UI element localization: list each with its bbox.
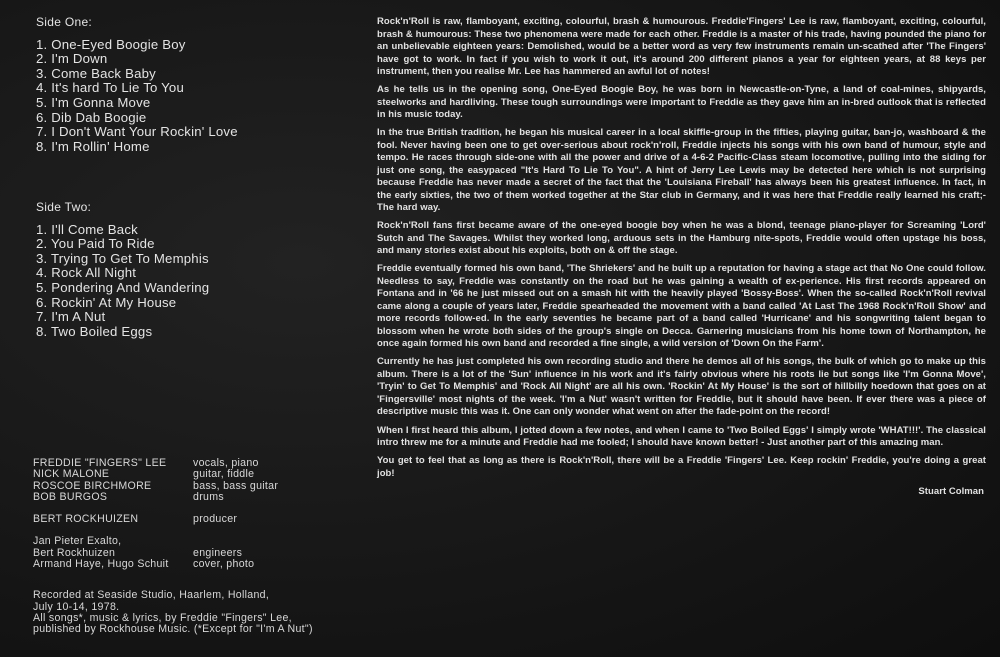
track-item: 5. I'm Gonna Move [36, 94, 151, 110]
liner-paragraph: Rock'n'Roll fans first became aware of the one-eyed boogie boy when he was a blond, teenage piano-player for Screaming 'Lord' Sutch and The Savages. Whilst they worked long, arduous sets in the Hamburg nite-spots, Freddie would often upstage his boss, and many stories exist about his exploits, both on & off the stage. [377, 220, 986, 257]
track-item: 1. One-Eyed Boogie Boy [36, 36, 186, 52]
liner-paragraph: Rock'n'Roll is raw, flamboyant, exciting, colourful, brash & humourous. Freddie'Fingers' Lee is raw, flamboyant, exciting, colourful, brash & humourous: These two phenomena were made for each other. Freddie is a master of his trade, having pounded the piano for an unbelievable eighteen years: Demolished, would be a better word as very few instruments remain un-scathed after 'The Fingers' have got to work. In fact if you wish to work it out, it's around 200 different pianos a year for eighteen years, at 88 keys per instrument, then you realise Mr. Lee has hammered an awful lot of notes! [377, 16, 986, 77]
musician-name: ROSCOE BIRCHMORE [33, 479, 152, 492]
recording-info [33, 590, 313, 635]
track-item: 5. Pondering And Wandering [36, 279, 210, 295]
recording-line: published by Rockhouse Music. (*Except for "I'm A Nut") [33, 623, 313, 636]
musician-name: BOB BURGOS [33, 490, 108, 503]
signature: Stuart Colman [918, 485, 984, 497]
credit-row [33, 469, 313, 480]
liner-notes [377, 16, 986, 498]
recording-line: All songs*, music & lyrics, by Freddie "Fingers" Lee, [33, 611, 292, 624]
track-item: 3. Come Back Baby [36, 65, 156, 81]
track-item: 7. I'm A Nut [36, 309, 106, 325]
recording-line: Recorded at Seaside Studio, Haarlem, Holland, [33, 589, 270, 602]
track-item: 4. It's hard To Lie To You [36, 80, 185, 96]
side-one-title: Side One: [36, 15, 93, 29]
cover-row [33, 559, 313, 570]
musician-role: guitar, fiddle [193, 468, 255, 481]
musician-name: NICK MALONE [33, 468, 110, 481]
side-two-tracks [36, 223, 209, 340]
producer-role: producer [193, 513, 238, 526]
liner-paragraph: In the true British tradition, he began his musical career in a local skiffle-group in the fifties, playing guitar, ban-jo, washboard & the fool. Never having been one to get over-serious about rock'n'roll, Freddie injects his songs with his own band of humour, style and tempo. He races through side-one with all the power and drive of a 4-6-2 Pacific-Class steam locomotive, pulling into the siding for just one song, the easypaced "It's Hard To Lie To You". A hint of Jerry Lee Lewis may be detected here which is not surprising because Freddie has never made a secret of the fact that the 'Louisiana Fireball' has always been his greatest influence. In fact, in the early sixties, the two of them worked together at the Star club in Germany, and it was here that Freddie really learned his craft;- The hard way. [377, 127, 986, 214]
track-item: 4. Rock All Night [36, 265, 137, 281]
side-one-tracklist [36, 15, 238, 154]
side-two-tracklist [36, 200, 209, 339]
track-item: 8. I'm Rollin' Home [36, 138, 150, 154]
liner-paragraph: Freddie eventually formed his own band, 'The Shriekers' and he built up a reputation for having a stage act that No One could follow. Needless to say, Freddie was constantly on the road but he was gaining a wealth of ex-perience. His first records appeared on Fontana and in '66 he just missed out on a smash hit with the heavily played 'Bossy-Boss'. When the so-called Rock'n'Roll revival came along a couple of years later, Freddie spearheaded the movement with a band called 'At Last The 1968 Rock'n'Roll Show' and more records follow-ed. In the early seventies he became part of a band called 'Hurricane' and his songwriting talent began to blossom when he wrote both sides of the group's single on Decca. Garnering musicians from his home town of Northampton, he once again formed his own band and recorded a fine single, a wild version of 'Down On the Farm'. [377, 263, 986, 350]
side-one-tracks [36, 38, 238, 155]
cover-role: cover, photo [193, 558, 255, 571]
musician-name: FREDDIE "FINGERS" LEE [33, 457, 167, 469]
engineer-name: Jan Pieter Exalto, [33, 535, 122, 548]
track-item: 8. Two Boiled Eggs [36, 323, 153, 339]
cover-name: Armand Haye, Hugo Schuit [33, 558, 169, 571]
producer-name: BERT ROCKHUIZEN [33, 513, 139, 526]
producer-row [33, 514, 313, 525]
credits-block [33, 458, 313, 636]
track-item: 7. I Don't Want Your Rockin' Love [36, 124, 238, 140]
track-item: 2. I'm Down [36, 51, 108, 67]
track-item: 3. Trying To Get To Memphis [36, 250, 209, 266]
track-item: 1. I'll Come Back [36, 221, 138, 237]
liner-paragraph: Currently he has just completed his own recording studio and there he demos all of his songs, the bulk of which go to make up this album. There is a lot of the 'Sun' influence in his work and it's fairly obvious where his roots lie but songs like 'I'm Gonna Move', 'Tryin' to Get To Memphis' and 'Rock All Night' are all his own. 'Rockin' At My House' is the sort of hillbilly hoedown that goes on at 'Fingersville' most nights of the week. 'I'm a Nut' wasn't written for Freddie, but it should have been. If ever there was a piece of descriptive music this was it. One can only wonder what went on after the fade-point on the record! [377, 356, 986, 418]
track-item: 6. Dib Dab Boogie [36, 109, 147, 125]
liner-paragraph: As he tells us in the opening song, One-Eyed Boogie Boy, he was born in Newcastle-on-Tyne, a land of coal-mines, shipyards, steelworks and hardliving. These tough surroundings were important to Freddie as they gave him an in-bred outlook that is reflected in his music today. [377, 84, 986, 121]
track-item: 6. Rockin' At My House [36, 294, 177, 310]
engineer-role: engineers [193, 546, 243, 559]
credit-row [33, 492, 313, 503]
liner-paragraph: You get to feel that as long as there is Rock'n'Roll, there will be a Freddie 'Fingers' Lee. Keep rockin' Freddie, you're doing a great job! [377, 455, 986, 479]
musician-role: vocals, piano [193, 457, 259, 469]
musician-role: drums [193, 490, 224, 503]
track-item: 2. You Paid To Ride [36, 236, 155, 252]
musician-role: bass, bass guitar [193, 479, 279, 492]
liner-paragraph: When I first heard this album, I jotted down a few notes, and when I came to 'Two Boiled Eggs' I simply wrote 'WHAT!!!'. The classical intro threw me for a minute and Freddie had me fooled; I should have known better! - Just another part of this amazing man. [377, 424, 986, 449]
engineer-name: Bert Rockhuizen [33, 546, 116, 559]
recording-line: July 10-14, 1978. [33, 600, 120, 613]
side-two-title: Side Two: [36, 200, 92, 214]
